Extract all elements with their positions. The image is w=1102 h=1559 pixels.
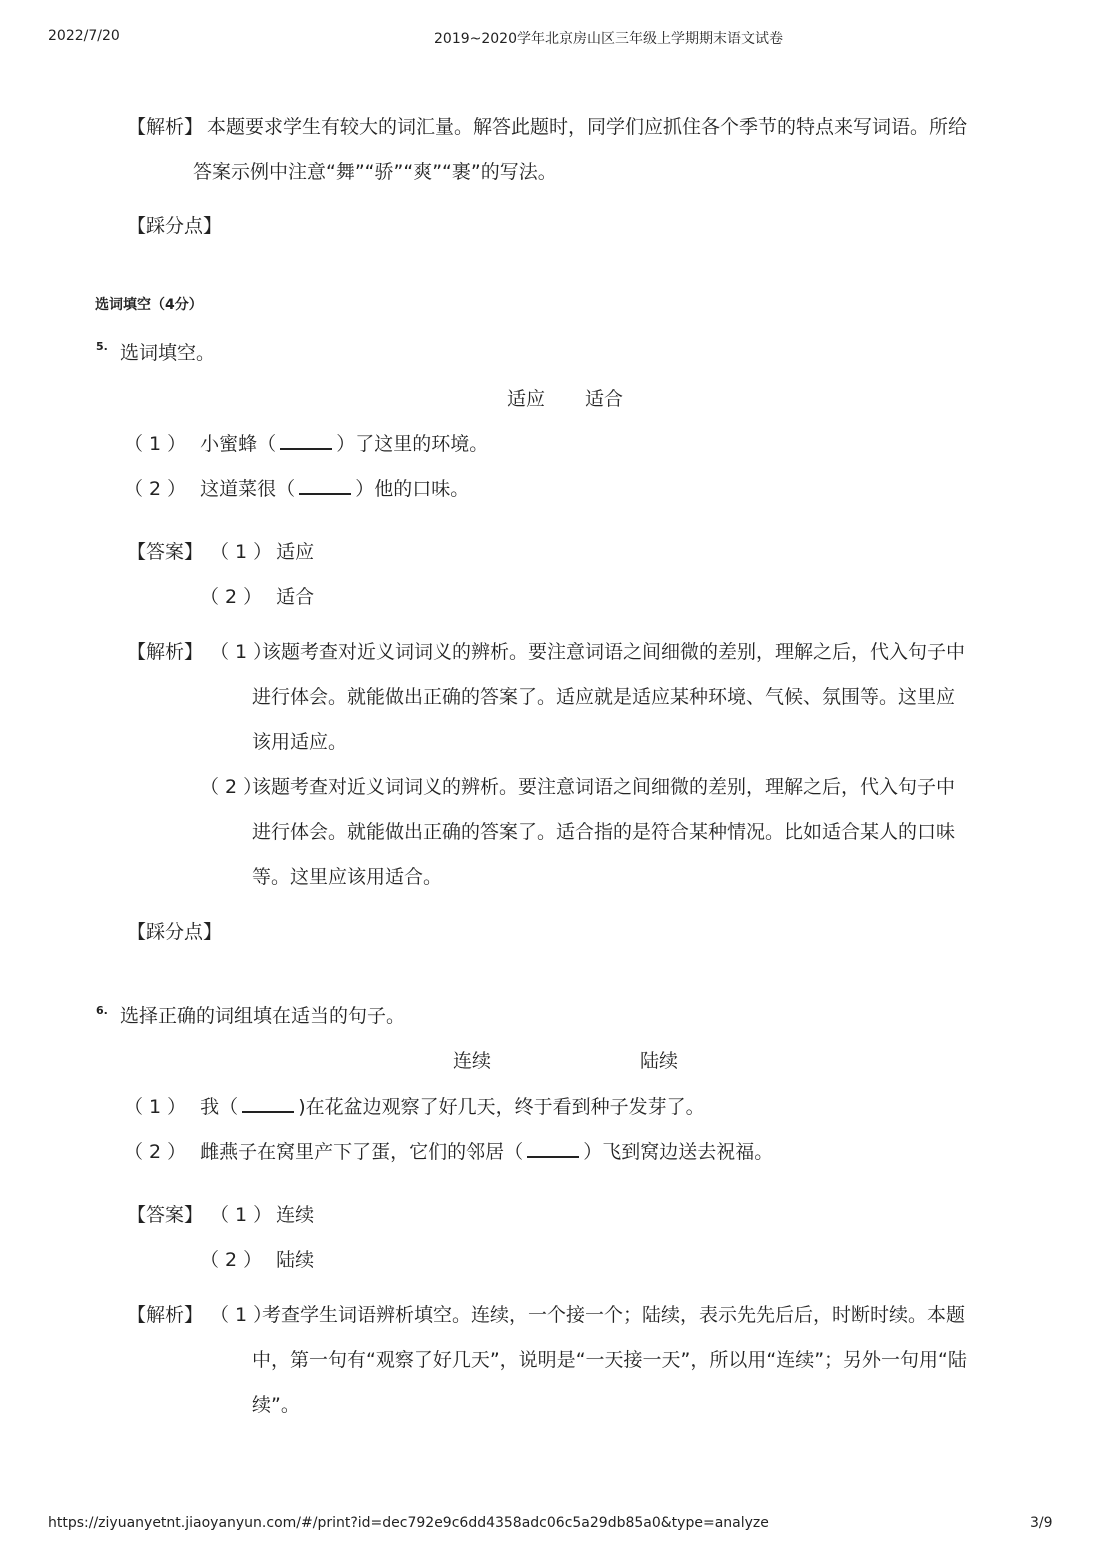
item-text-after: ）飞到窝边送去祝福。 (583, 1141, 774, 1163)
analysis-line: 进行体会。就能做出正确的答案了。适应就是适应某种环境、气候、氛围等。这里应 (252, 686, 956, 708)
question-number: 5. (96, 340, 108, 353)
item-number: （ 1 ） (124, 433, 187, 455)
analysis-number: （ 1 ） (210, 1304, 273, 1326)
answer-blank[interactable] (242, 1111, 294, 1113)
question-prompt: 选词填空。 (120, 342, 216, 364)
item-text-before: 小蜜蜂（ (200, 433, 277, 455)
analysis-line: 该用适应。 (252, 731, 348, 753)
points-label: 【踩分点】 (127, 921, 223, 943)
analysis-line: 等。这里应该用适合。 (252, 866, 443, 888)
page-title: 2019~2020学年北京房山区三年级上学期期末语文试卷 (434, 31, 783, 47)
answer-item (200, 586, 314, 609)
analysis-line: 续”。 (252, 1394, 300, 1416)
answer-text: 陆续 (276, 1249, 315, 1271)
item-number: （ 1 ） (210, 1204, 273, 1226)
item-text-after: ）他的口味。 (355, 478, 470, 500)
item-number: （ 1 ） (124, 1096, 187, 1118)
analysis-line: 该题考查对近义词词义的辨析。要注意词语之间细微的差别，理解之后，代入句子中 (252, 776, 956, 798)
answer-blank[interactable] (280, 448, 332, 450)
question-item (124, 1096, 705, 1119)
analysis-line: 进行体会。就能做出正确的答案了。适合指的是符合某种情况。比如适合某人的口味 (252, 821, 956, 843)
item-text-after: ）了这里的环境。 (336, 433, 489, 455)
question-item (124, 478, 469, 501)
section-heading: 选词填空（4分） (95, 297, 203, 313)
word-choice: 陆续 (640, 1050, 679, 1072)
analysis-number: （ 2 ） (200, 776, 263, 798)
analysis-line: 考查学生词语辨析填空。连续，一个接一个；陆续，表示先先后后，时断时续。本题 (262, 1304, 966, 1326)
analysis-line: 该题考查对近义词词义的辨析。要注意词语之间细微的差别，理解之后，代入句子中 (262, 641, 966, 663)
analysis-label: 【解析】 (127, 641, 204, 663)
question-number: 6. (96, 1004, 108, 1017)
answer-text: 适应 (276, 541, 315, 563)
item-text-before: 我（ (200, 1096, 239, 1118)
prev-analysis-line: 本题要求学生有较大的词汇量。解答此题时，同学们应抓住各个季节的特点来写词语。所给 (207, 116, 968, 138)
analysis-label: 【解析】 (127, 1304, 204, 1326)
prev-analysis-line: 答案示例中注意“舞”“骄”“爽”“裹”的写法。 (193, 161, 557, 183)
item-number: （ 2 ） (200, 586, 263, 608)
item-number: （ 2 ） (124, 1141, 187, 1163)
page-url[interactable]: https://ziyuanyetnt.jiaoyanyun.com/#/print?id=dec792e9c6dd4358adc06c5a29db85a0&type=analyze (48, 1515, 769, 1531)
item-text-after: )在花盆边观察了好几天，终于看到种子发芽了。 (298, 1096, 705, 1118)
answer-item (210, 541, 314, 564)
answer-label: 【答案】 (127, 541, 204, 563)
prev-points-label: 【踩分点】 (127, 215, 223, 237)
item-number: （ 2 ） (124, 478, 187, 500)
answer-text: 连续 (276, 1204, 315, 1226)
item-text-before: 这道菜很（ (200, 478, 296, 500)
answer-item (200, 1249, 314, 1272)
answer-blank[interactable] (527, 1156, 579, 1158)
question-item (124, 1141, 773, 1164)
analysis-line: 中，第一句有“观察了好几天”，说明是“一天接一天”，所以用“连续”；另外一句用“陆 (252, 1349, 967, 1371)
item-text-before: 雌燕子在窝里产下了蛋，它们的邻居（ (200, 1141, 524, 1163)
word-choice: 适合 (585, 388, 624, 410)
print-date: 2022/7/20 (48, 28, 120, 44)
word-choice: 连续 (453, 1050, 492, 1072)
question-item (124, 433, 488, 456)
page-number: 3/9 (1030, 1515, 1053, 1531)
answer-blank[interactable] (299, 493, 351, 495)
answer-label: 【答案】 (127, 1204, 204, 1226)
answer-item (210, 1204, 314, 1227)
item-number: （ 2 ） (200, 1249, 263, 1271)
analysis-number: （ 1 ） (210, 641, 273, 663)
question-prompt: 选择正确的词组填在适当的句子。 (120, 1005, 406, 1027)
answer-text: 适合 (276, 586, 315, 608)
word-choice: 适应 (507, 388, 546, 410)
item-number: （ 1 ） (210, 541, 273, 563)
prev-analysis-label: 【解析】 (127, 116, 204, 138)
